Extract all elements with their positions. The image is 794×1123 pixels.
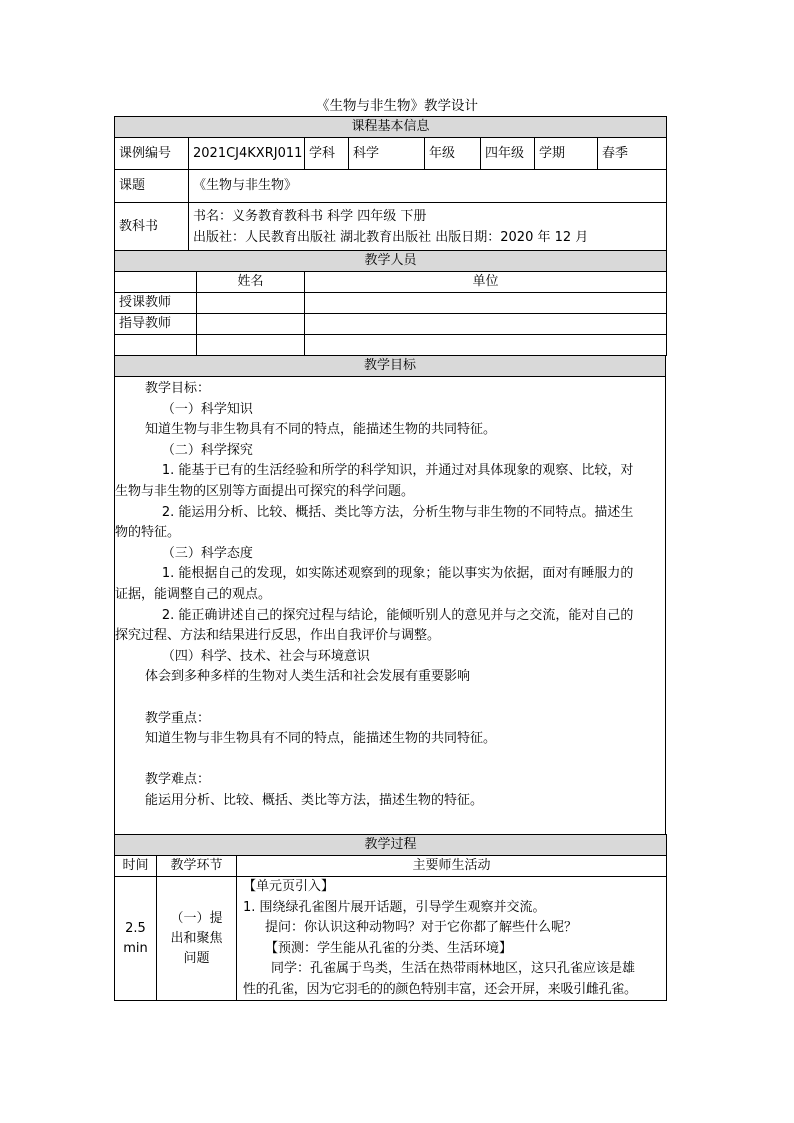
term-value: 春季: [598, 138, 667, 170]
name-header: 姓名: [197, 272, 305, 293]
process-table: [114, 834, 667, 1001]
goals-line: 教学难点：: [145, 772, 211, 788]
staff-name-cell: [197, 293, 305, 314]
goals-line: （三）科学态度: [161, 545, 253, 561]
textbook-line-1: 书名：义务教育教科书 科学 四年级 下册: [193, 208, 427, 224]
lesson-plan-table: [114, 116, 666, 1001]
goals-line: 1. 能根据自己的发现，如实陈述观察到的现象；能以事实为依据，面对有睡服力的: [161, 566, 634, 582]
staff-header: 教学人员: [115, 251, 667, 272]
staff-name-cell: [197, 335, 305, 356]
goals-line: （二）科学探究: [161, 442, 253, 458]
goals-line: 2. 能运用分析、比较、概括、类比等方法，分析生物与非生物的不同特点。描述生: [161, 504, 634, 520]
activity-line: 性的孔雀，因为它羽毛的的颜色特别丰富，还会开屏，来吸引雌孔雀。: [243, 981, 637, 997]
stage-cell: （一）提出和聚焦问题: [157, 877, 237, 1001]
staff-unit-cell: [305, 314, 667, 335]
goals-line: 物的特征。: [115, 525, 181, 541]
staff-name-cell: [197, 314, 305, 335]
staff-role: 授课教师: [115, 293, 197, 314]
staff-empty-cell: [115, 272, 197, 293]
goals-line: 能运用分析、比较、概括、类比等方法，描述生物的特征。: [145, 792, 484, 808]
basic-info-header: 课程基本信息: [115, 117, 667, 138]
activity-line: 同学：孔雀属于鸟类，生活在热带雨林地区，这只孔雀应该是雄: [271, 961, 636, 976]
activity-line: 提问：你认识这种动物吗？对于它你都了解些什么呢？: [265, 920, 578, 935]
staff-unit-cell: [305, 293, 667, 314]
activity-header: 主要师生活动: [237, 856, 667, 877]
subject-label: 学科: [305, 138, 349, 170]
goals-line: 1. 能基于已有的生活经验和所学的科学知识，并通过对具体现象的观察、比较，对: [161, 463, 634, 479]
staff-unit-cell: [305, 335, 667, 356]
goals-line: 教学重点：: [145, 710, 211, 726]
activity-line: 【预测：学生能从孔雀的分类、生活环境】: [265, 940, 513, 956]
textbook-label: 教科书: [115, 203, 189, 251]
topic-label: 课题: [115, 170, 189, 203]
subject-value: 科学: [349, 138, 425, 170]
staff-role: 指导教师: [115, 314, 197, 335]
textbook-line-2: 出版社：人民教育出版社 湖北教育出版社 出版日期：2020 年 12 月: [193, 229, 589, 245]
activity-line: 【单元页引入】: [243, 879, 335, 894]
goals-header: 教学目标: [115, 356, 666, 377]
code-value: 2021CJ4KXRJ011: [189, 138, 305, 170]
goals-line: 知道生物与非生物具有不同的特点，能描述生物的共同特征。: [145, 731, 497, 747]
basic-info-table: [114, 116, 667, 251]
goals-line: [145, 750, 653, 771]
activity-cell: [237, 877, 667, 1001]
goals-line: 教学目标：: [145, 381, 211, 396]
goals-line: [145, 688, 653, 709]
page-title: 《生物与非生物》教学设计: [316, 98, 478, 114]
grade-label: 年级: [425, 138, 481, 170]
activity-line: 1. 围绕绿孔雀图片展开话题，引导学生观察并交流。: [243, 899, 546, 915]
staff-table: [114, 250, 667, 356]
time-cell: 2.5 min: [115, 877, 157, 1001]
term-label: 学期: [535, 138, 598, 170]
goals-line: 2. 能正确讲述自己的探究过程与结论，能倾听别人的意见并与之交流，能对自己的: [161, 607, 634, 623]
staff-role: [115, 335, 197, 356]
time-header: 时间: [115, 856, 157, 877]
goals-line: 证据，能调整自己的观点。: [115, 586, 272, 602]
goals-content: [115, 377, 666, 835]
process-header: 教学过程: [115, 835, 667, 856]
goals-line: 生物与非生物的区别等方面提出可探究的科学问题。: [115, 483, 415, 499]
goals-table: [114, 355, 666, 835]
topic-value: 《生物与非生物》: [189, 170, 667, 203]
goals-line: 探究过程、方法和结果进行反思，作出自我评价与调整。: [115, 628, 441, 644]
textbook-info: [189, 203, 667, 251]
goals-line: 体会到多种多样的生物对人类生活和社会发展有重要影响: [145, 669, 471, 685]
unit-header: 单位: [305, 272, 667, 293]
grade-value: 四年级: [481, 138, 535, 170]
goals-line: 知道生物与非生物具有不同的特点，能描述生物的共同特征。: [145, 422, 497, 438]
stage-header: 教学环节: [157, 856, 237, 877]
code-label: 课例编号: [115, 138, 189, 170]
goals-line: （一）科学知识: [161, 401, 253, 417]
goals-line: （四）科学、技术、社会与环境意识: [161, 648, 370, 664]
